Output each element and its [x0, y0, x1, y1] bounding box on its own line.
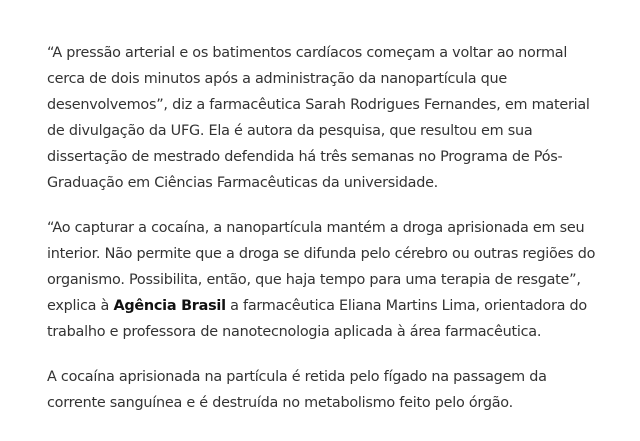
- article-paragraph: A cocaína aprisionada na partícula é retida pelo fígado na passagem da corrente sanguínea e é destruída no metabolismo feito pelo órgão.: [47, 369, 547, 411]
- source-name-bold: Agência Brasil: [113, 298, 226, 314]
- article-paragraph: “A pressão arterial e os batimentos cardíacos começam a voltar ao normal cerca de dois minutos após a administração da nanopartícula que desenvolvemos”, diz a farmacêutica Sarah Rodrigues Fernandes, em material de divulgação da UFG. Ela é autora da pesquisa, que resultou em sua dissertação de mestrado defendida há três semanas no Programa de Pós-Graduação em Ciências Farmacêuticas da universidade.: [47, 45, 590, 191]
- paragraph-text: a farmacêutica Eliana Martins Lima, orientadora do trabalho e professora de nanotecnologia aplicada à área farmacêutica.: [47, 298, 587, 340]
- paragraph-text: “Ao capturar a cocaína, a nanopartícula mantém a droga aprisionada em seu interior. Não permite que a droga se difunda pelo cérebro ou outras regiões do organismo. Possibilita, então, que haja tempo para uma terapia de resgate”, explica à: [47, 220, 596, 314]
- article-paragraph: [47, 215, 607, 345]
- article-body: [47, 40, 607, 435]
